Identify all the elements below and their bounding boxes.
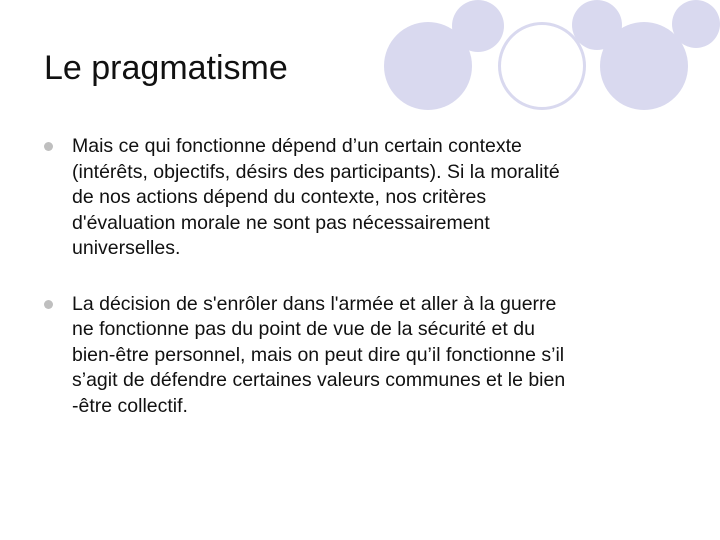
bullet-line: bien-être personnel, mais on peut dire qu’il fonctionne s’il — [72, 343, 565, 366]
decorative-circle-filled — [452, 0, 504, 52]
bullet-line: La décision de s'enrôler dans l'armée et aller à la guerre — [72, 292, 557, 315]
bullet-line: d'évaluation morale ne sont pas nécessairement — [72, 211, 490, 234]
bullet-dot-icon — [44, 142, 53, 151]
decorative-circle-filled — [672, 0, 720, 48]
bullet-line: (intérêts, objectifs, désirs des participants). Si la moralité — [72, 160, 560, 183]
bullet-item — [44, 134, 692, 262]
bullet-line: de nos actions dépend du contexte, nos critères — [72, 186, 487, 208]
decorative-circle-ring — [498, 22, 586, 110]
bullet-line: -être collectif. — [72, 394, 188, 417]
bullet-line: s’agit de défendre certaines valeurs communes et le bien — [72, 369, 566, 391]
bullet-list — [44, 134, 692, 449]
bullet-item — [44, 292, 692, 420]
bullet-line: Mais ce qui fonctionne dépend d’un certain contexte — [72, 135, 522, 157]
bullet-line: universelles. — [72, 237, 181, 259]
bullet-dot-icon — [44, 300, 53, 309]
slide-title: Le pragmatisme — [44, 49, 288, 87]
bullet-line: ne fonctionne pas du point de vue de la sécurité et du — [72, 318, 535, 340]
decorative-circle-filled — [572, 0, 622, 50]
